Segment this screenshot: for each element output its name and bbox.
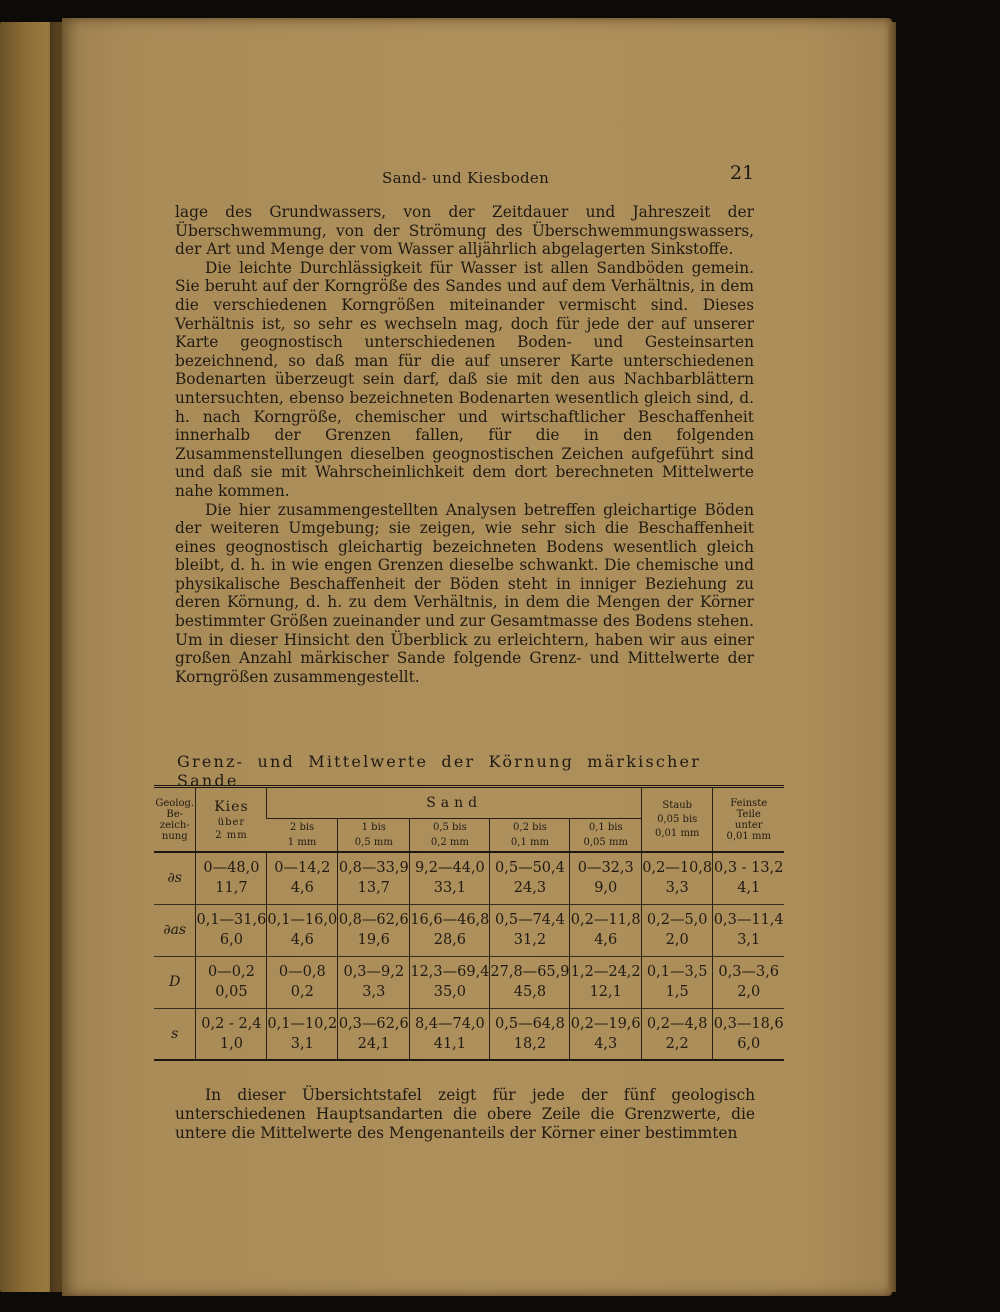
table-cell: [570, 904, 641, 956]
limit-value: 0—0,2: [208, 964, 255, 980]
mean-value: 3,3: [665, 880, 689, 897]
header-staub-line: 0,05 bis: [657, 813, 698, 825]
limit-value: 0,3 - 13,2: [713, 860, 784, 877]
limit-value: 0,1—16,0: [267, 912, 338, 928]
header-staub: [641, 787, 712, 853]
limit-value: 0,3—62,6: [338, 1015, 409, 1032]
mean-value: 4,1: [737, 880, 761, 897]
mean-value: 1,0: [219, 1035, 243, 1052]
header-kies-sub: 2 mm: [215, 829, 248, 841]
table-body: [154, 852, 784, 1060]
table-cell: [267, 1008, 338, 1060]
paragraph: In dieser Übersichtstafel zeigt für jede der fünf geologisch unterschiedenen Hauptsandarten die obere Zeile die Grenzwerte, die untere die Mittelwerte des Mengenanteils der Körner einer bestimmten: [175, 1086, 755, 1142]
row-label: s: [171, 1025, 179, 1042]
limit-value: 0,2—4,8: [646, 1015, 708, 1032]
paragraph: Die hier zusammengestellten Analysen betreffen gleichartige Böden der weiteren Umgebung; sie zeigen, wie sehr sich die Beschaffenheit eines geognostisch gleichartig bezeichneten Bodens wesentlich gleich bleibt, d. h. in wie engen Grenzen dieselbe schwankt. Die chemische und physikalische Beschaffenheit der Böden steht in inniger Beziehung zu deren Körnung, d. h. zu dem Verhältnis, in dem die Mengen der Körner bestimmter Größen zueinander und zur Gesamtmasse des Bodens stehen. Um in dieser Hinsicht den Überblick zu erleichtern, haben wir aus einer großen Anzahl märkischer Sande folgende Grenz- und Mittelwerte der Korngrößen zusammengestellt.: [175, 500, 754, 686]
fraction-line: 1 bis: [361, 822, 386, 833]
limit-value: 0,3—11,4: [713, 912, 784, 928]
table-cell: [570, 1008, 641, 1060]
table-cell: [267, 852, 338, 904]
table-cell: [490, 904, 570, 956]
header-feinste-line: 0,01 mm: [726, 830, 771, 842]
mean-value: 24,3: [513, 880, 547, 897]
mean-value: 4,6: [594, 932, 618, 948]
limit-value: 0,1—3,5: [646, 964, 708, 980]
book-page: [62, 18, 892, 1296]
mean-value: 13,7: [357, 880, 390, 897]
header-geolog-line: Be-: [166, 808, 184, 820]
table-cell: [490, 852, 570, 904]
mean-value: 1,5: [665, 984, 689, 1000]
table-cell: [410, 904, 490, 956]
table-cell: [713, 956, 784, 1008]
mean-value: 2,0: [665, 932, 689, 948]
mean-value: 4,3: [594, 1035, 618, 1052]
mean-value: 2,0: [737, 984, 761, 1000]
header-staub-line: 0,01 mm: [655, 827, 700, 839]
mean-value: 18,2: [513, 1035, 547, 1052]
paragraph: lage des Grundwassers, von der Zeitdauer und Jahreszeit der Überschwemmung, von der Strömung des Überschwemmungswassers, der Art und Menge der vom Wasser alljährlich abgelagerten Sinkstoffe.: [175, 203, 754, 259]
table-cell: [641, 904, 712, 956]
fraction-line: 1 mm: [287, 837, 317, 848]
table-cell: [196, 956, 267, 1008]
table-cell: [570, 956, 641, 1008]
mean-value: 11,7: [215, 880, 248, 897]
header-sand-fraction: [410, 819, 490, 853]
mean-value: 12,1: [589, 984, 622, 1000]
table-cell: [570, 852, 641, 904]
limit-value: 0,8—62,6: [338, 912, 409, 928]
table-cell: [267, 904, 338, 956]
limit-value: 0,2—10,8: [642, 860, 713, 877]
table-cell: [641, 852, 712, 904]
header-geolog-line: Geolog.: [155, 797, 195, 809]
fraction-line: 0,5 bis: [432, 822, 467, 833]
limit-value: 0,3—3,6: [718, 964, 780, 980]
table-row: [154, 1008, 784, 1060]
header-staub-line: Staub: [662, 799, 693, 811]
limit-value: 0,2—5,0: [646, 912, 708, 928]
page-block-edge: [888, 22, 896, 1292]
limit-value: 0,5—64,8: [495, 1015, 565, 1032]
header-sand-fraction: [490, 819, 570, 853]
table-row: [154, 852, 784, 904]
table-cell: [490, 1008, 570, 1060]
mean-value: 24,1: [357, 1035, 390, 1052]
table-row: [154, 956, 784, 1008]
fraction-line: 0,1 bis: [588, 822, 623, 833]
table-cell: [713, 904, 784, 956]
mean-value: 35,0: [433, 984, 467, 1000]
fraction-line: 0,2 mm: [430, 837, 469, 848]
table-cell: [196, 1008, 267, 1060]
header-geolog: [154, 787, 196, 853]
limit-value: 0—48,0: [203, 860, 260, 877]
limit-value: 8,4—74,0: [414, 1015, 485, 1032]
limit-value: 0,2—11,8: [570, 912, 641, 928]
fraction-line: 0,2 bis: [513, 822, 547, 833]
fraction-line: 2 bis: [289, 822, 315, 833]
running-head: Sand- und Kiesboden: [382, 169, 550, 187]
table-cell: [410, 956, 490, 1008]
limit-value: 0,1—10,2: [267, 1015, 338, 1032]
mean-value: 4,6: [290, 932, 314, 948]
limit-value: 0,5—50,4: [495, 860, 565, 877]
header-sand-fraction: [267, 819, 338, 853]
limit-value: 0,3—18,6: [713, 1015, 784, 1032]
header-geolog-line: nung: [161, 830, 188, 842]
table-cell: [641, 956, 712, 1008]
mean-value: 6,0: [219, 932, 243, 948]
table-cell: [410, 1008, 490, 1060]
table-cell: [713, 852, 784, 904]
limit-value: 0,1—31,6: [196, 912, 267, 928]
mean-value: 0,05: [215, 984, 248, 1000]
header-sand: Sand: [267, 787, 642, 819]
fraction-line: 0,1 mm: [510, 837, 549, 848]
header-kies-label: Kies: [214, 798, 249, 815]
table-cell: [338, 852, 410, 904]
header-feinste-line: unter: [734, 819, 763, 831]
limit-value: 0—32,3: [577, 860, 634, 877]
closing-text: [175, 1086, 755, 1142]
limit-value: 1,2—24,2: [570, 964, 641, 980]
limit-value: 16,6—46,8: [410, 912, 490, 928]
table-cell: [338, 1008, 410, 1060]
limit-value: 12,3—69,4: [410, 964, 490, 980]
row-label: ∂as: [163, 922, 187, 938]
paragraph: Die leichte Durchlässigkeit für Wasser ist allen Sandböden gemein. Sie beruht auf der Korngröße des Sandes und auf dem Verhältnis, in dem die verschiedenen Korngrößen miteinander vermischt sind. Dieses Verhältnis ist, so sehr es wechseln mag, doch für jede der auf unserer Karte geognostisch unterschiedenen Boden- und Gesteinsarten bezeichnend, so daß man für die auf unserer Karte unterschiedenen Bodenarten überzeugt sein darf, daß sie mit den aus Nachbarblättern untersuchten, ebenso bezeichneten Bodenarten wesentlich gleich sind, d. h. nach Korngröße, chemischer und wirtschaftlicher Beschaffenheit innerhalb der Grenzen fallen, für die in den folgenden Zusammenstellungen dieselben geognostischen Zeichen aufgeführt sind und daß sie mit Wahrscheinlichkeit dem dort berechneten Mittelwerte nahe kommen.: [175, 258, 754, 500]
table-cell: [338, 904, 410, 956]
header-kies: [196, 787, 267, 853]
limit-value: 0,5—74,4: [495, 912, 565, 928]
table-cell: [641, 1008, 712, 1060]
table-row: [154, 904, 784, 956]
table-cell: [713, 1008, 784, 1060]
header-kies-sub: über: [217, 816, 246, 828]
mean-value: 6,0: [737, 1035, 761, 1052]
header-feinste-line: Feinste: [730, 797, 768, 809]
mean-value: 28,6: [433, 932, 467, 948]
header-sand-fraction: [570, 819, 641, 853]
limit-value: 0,8—33,9: [338, 860, 409, 877]
header-feinste-line: Teile: [736, 808, 761, 820]
limit-value: 0,2—19,6: [570, 1015, 641, 1032]
body-text: [175, 203, 754, 686]
limit-value: 0—0,8: [278, 964, 326, 980]
table-cell: [196, 852, 267, 904]
fraction-line: 0,05 mm: [583, 837, 628, 848]
table-title: Grenz- und Mittelwerte der Körnung märkischer Sande: [177, 752, 702, 790]
grain-size-table: [154, 785, 784, 1061]
page-number: 21: [730, 162, 755, 184]
header-sand-fraction: [338, 819, 410, 853]
mean-value: 41,1: [433, 1035, 467, 1052]
table-cell: [196, 904, 267, 956]
mean-value: 31,2: [513, 932, 547, 948]
mean-value: 45,8: [513, 984, 547, 1000]
mean-value: 0,2: [290, 984, 314, 1000]
header-geolog-line: zeich-: [159, 819, 190, 831]
mean-value: 9,0: [594, 880, 618, 897]
mean-value: 19,6: [357, 932, 390, 948]
limit-value: 0—14,2: [274, 860, 331, 877]
mean-value: 3,1: [737, 932, 761, 948]
limit-value: 0,2 - 2,4: [201, 1015, 262, 1032]
mean-value: 33,1: [433, 880, 467, 897]
limit-value: 0,3—9,2: [343, 964, 405, 980]
row-label: D: [169, 974, 181, 990]
mean-value: 3,3: [362, 984, 386, 1000]
header-feinste: [713, 787, 784, 853]
table-cell: [267, 956, 338, 1008]
table-cell: [410, 852, 490, 904]
fraction-line: 0,5 mm: [354, 837, 393, 848]
limit-value: 27,8—65,9: [490, 964, 570, 980]
mean-value: 2,2: [665, 1035, 689, 1052]
mean-value: 3,1: [290, 1035, 314, 1052]
table-cell: [338, 956, 410, 1008]
limit-value: 9,2—44,0: [414, 860, 485, 877]
row-label: ∂s: [167, 870, 182, 887]
table-cell: [490, 956, 570, 1008]
mean-value: 4,6: [290, 880, 314, 897]
